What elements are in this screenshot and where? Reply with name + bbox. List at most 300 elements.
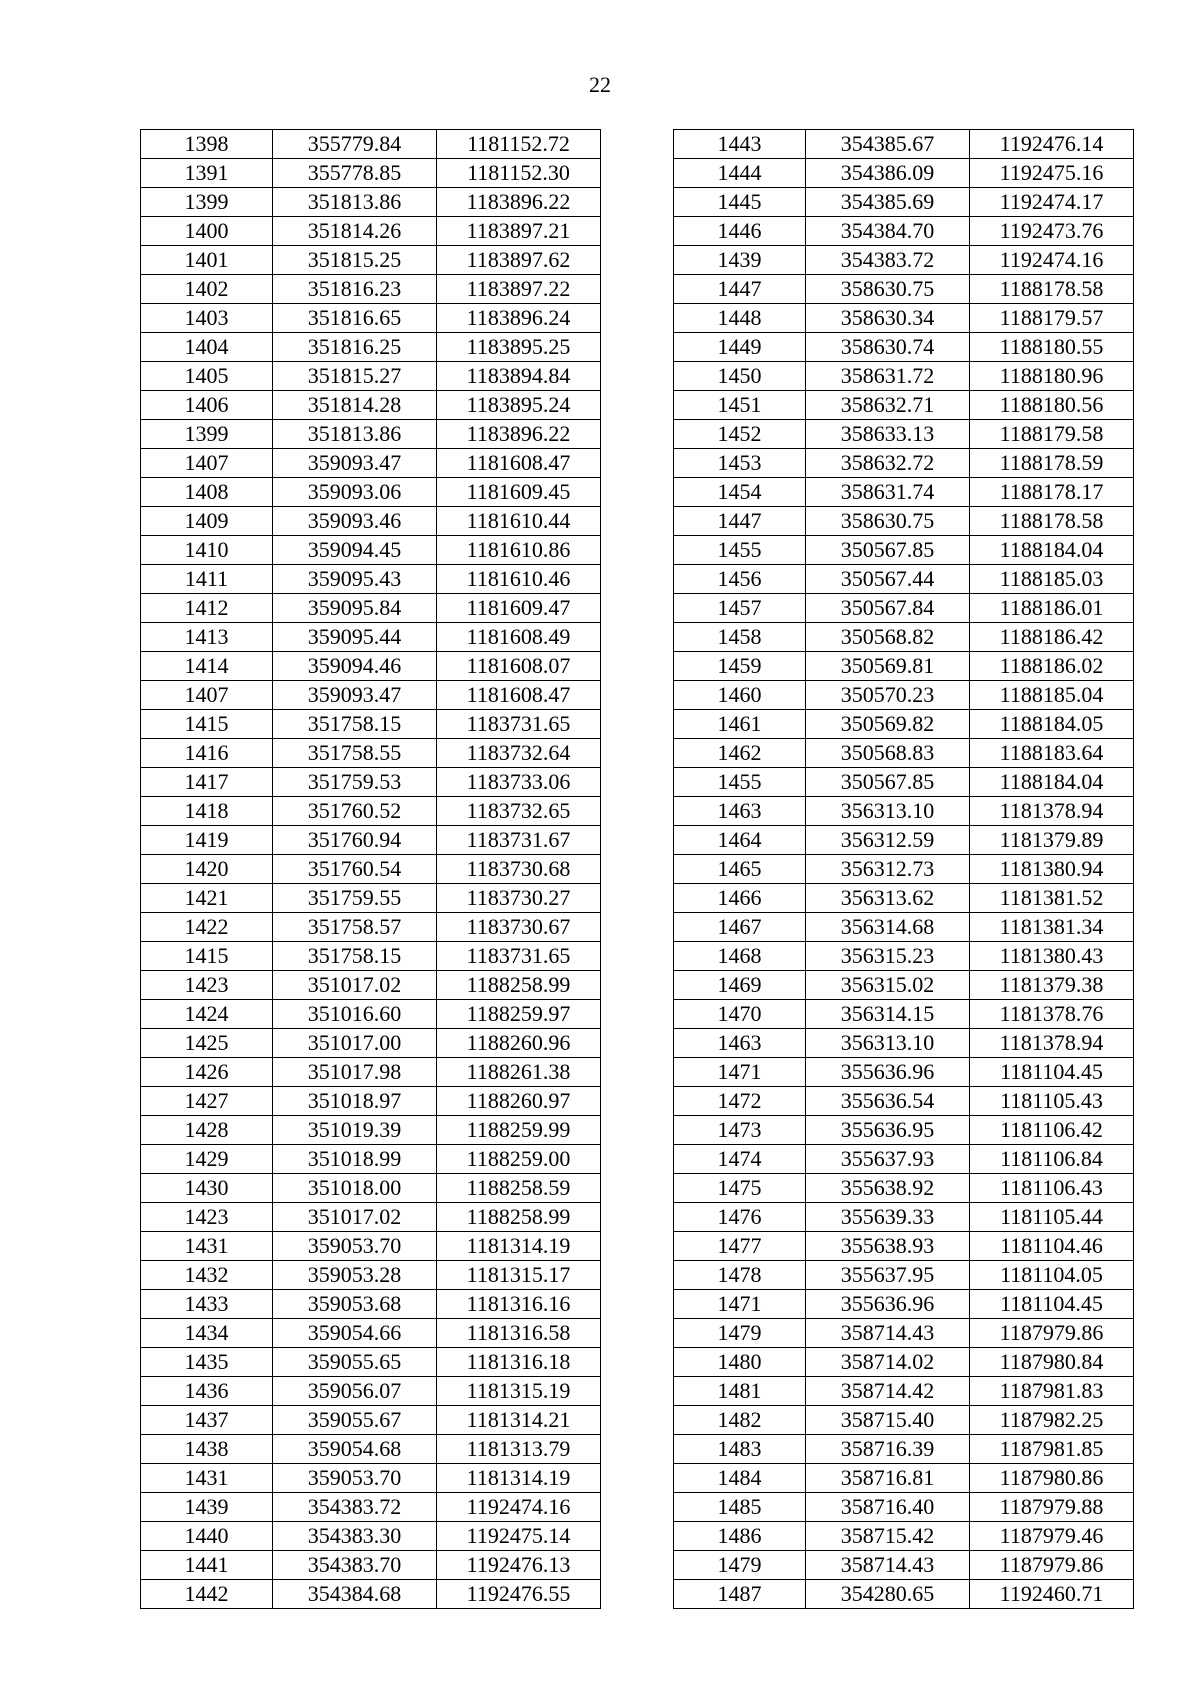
- y-coordinate-cell: 1181106.84: [970, 1145, 1134, 1174]
- point-number-cell: 1404: [141, 333, 273, 362]
- point-number-cell: 1483: [674, 1435, 806, 1464]
- y-coordinate-cell: 1183894.84: [437, 362, 601, 391]
- table-row: [141, 739, 601, 768]
- y-coordinate-cell: 1181378.94: [970, 1029, 1134, 1058]
- point-number-cell: 1436: [141, 1377, 273, 1406]
- y-coordinate-cell: 1183730.27: [437, 884, 601, 913]
- point-number-cell: 1457: [674, 594, 806, 623]
- x-coordinate-cell: 359095.84: [273, 594, 437, 623]
- point-number-cell: 1432: [141, 1261, 273, 1290]
- table-row: [141, 1058, 601, 1087]
- x-coordinate-cell: 359055.65: [273, 1348, 437, 1377]
- x-coordinate-cell: 358714.02: [806, 1348, 970, 1377]
- point-number-cell: 1431: [141, 1232, 273, 1261]
- y-coordinate-cell: 1183897.21: [437, 217, 601, 246]
- point-number-cell: 1450: [674, 362, 806, 391]
- table-row: [141, 1087, 601, 1116]
- point-number-cell: 1449: [674, 333, 806, 362]
- point-number-cell: 1443: [674, 130, 806, 159]
- point-number-cell: 1471: [674, 1058, 806, 1087]
- table-row: [674, 1319, 1134, 1348]
- y-coordinate-cell: 1181381.34: [970, 913, 1134, 942]
- y-coordinate-cell: 1181380.94: [970, 855, 1134, 884]
- x-coordinate-cell: 356315.02: [806, 971, 970, 1000]
- table-row: [141, 217, 601, 246]
- point-number-cell: 1454: [674, 478, 806, 507]
- x-coordinate-cell: 350570.23: [806, 681, 970, 710]
- table-row: [674, 739, 1134, 768]
- point-number-cell: 1472: [674, 1087, 806, 1116]
- y-coordinate-cell: 1187981.83: [970, 1377, 1134, 1406]
- table-row: [141, 333, 601, 362]
- x-coordinate-cell: 359054.66: [273, 1319, 437, 1348]
- x-coordinate-cell: 351813.86: [273, 420, 437, 449]
- point-number-cell: 1451: [674, 391, 806, 420]
- point-number-cell: 1425: [141, 1029, 273, 1058]
- y-coordinate-cell: 1192474.16: [970, 246, 1134, 275]
- point-number-cell: 1426: [141, 1058, 273, 1087]
- point-number-cell: 1413: [141, 623, 273, 652]
- table-row: [674, 1377, 1134, 1406]
- table-row: [674, 449, 1134, 478]
- table-row: [674, 217, 1134, 246]
- table-row: [674, 536, 1134, 565]
- table-row: [141, 1203, 601, 1232]
- x-coordinate-cell: 355639.33: [806, 1203, 970, 1232]
- table-row: [674, 478, 1134, 507]
- table-row: [674, 1232, 1134, 1261]
- y-coordinate-cell: 1187981.85: [970, 1435, 1134, 1464]
- y-coordinate-cell: 1192474.16: [437, 1493, 601, 1522]
- y-coordinate-cell: 1183895.24: [437, 391, 601, 420]
- y-coordinate-cell: 1181610.44: [437, 507, 601, 536]
- point-number-cell: 1484: [674, 1464, 806, 1493]
- table-row: [141, 391, 601, 420]
- x-coordinate-cell: 359053.28: [273, 1261, 437, 1290]
- y-coordinate-cell: 1181609.45: [437, 478, 601, 507]
- x-coordinate-cell: 358714.43: [806, 1319, 970, 1348]
- x-coordinate-cell: 359053.68: [273, 1290, 437, 1319]
- table-row: [141, 304, 601, 333]
- x-coordinate-cell: 356315.23: [806, 942, 970, 971]
- x-coordinate-cell: 351814.26: [273, 217, 437, 246]
- y-coordinate-cell: 1181379.38: [970, 971, 1134, 1000]
- point-number-cell: 1434: [141, 1319, 273, 1348]
- y-coordinate-cell: 1188186.01: [970, 594, 1134, 623]
- y-coordinate-cell: 1183731.65: [437, 710, 601, 739]
- point-number-cell: 1444: [674, 159, 806, 188]
- point-number-cell: 1428: [141, 1116, 273, 1145]
- x-coordinate-cell: 355638.93: [806, 1232, 970, 1261]
- y-coordinate-cell: 1188178.59: [970, 449, 1134, 478]
- y-coordinate-cell: 1188184.05: [970, 710, 1134, 739]
- point-number-cell: 1410: [141, 536, 273, 565]
- x-coordinate-cell: 354383.72: [806, 246, 970, 275]
- y-coordinate-cell: 1181316.18: [437, 1348, 601, 1377]
- x-coordinate-cell: 358631.74: [806, 478, 970, 507]
- point-number-cell: 1415: [141, 942, 273, 971]
- x-coordinate-cell: 351758.57: [273, 913, 437, 942]
- x-coordinate-cell: 355636.96: [806, 1058, 970, 1087]
- y-coordinate-cell: 1181104.45: [970, 1058, 1134, 1087]
- point-number-cell: 1463: [674, 1029, 806, 1058]
- table-row: [674, 652, 1134, 681]
- y-coordinate-cell: 1188259.97: [437, 1000, 601, 1029]
- table-row: [141, 710, 601, 739]
- point-number-cell: 1459: [674, 652, 806, 681]
- point-number-cell: 1448: [674, 304, 806, 333]
- table-row: [141, 1029, 601, 1058]
- point-number-cell: 1391: [141, 159, 273, 188]
- x-coordinate-cell: 351016.60: [273, 1000, 437, 1029]
- x-coordinate-cell: 359093.47: [273, 681, 437, 710]
- table-row: [674, 246, 1134, 275]
- table-row: [674, 1435, 1134, 1464]
- table-row: [141, 159, 601, 188]
- point-number-cell: 1408: [141, 478, 273, 507]
- y-coordinate-cell: 1183733.06: [437, 768, 601, 797]
- table-row: [674, 130, 1134, 159]
- y-coordinate-cell: 1188178.58: [970, 507, 1134, 536]
- point-number-cell: 1474: [674, 1145, 806, 1174]
- table-row: [141, 1261, 601, 1290]
- x-coordinate-cell: 356313.10: [806, 1029, 970, 1058]
- point-number-cell: 1475: [674, 1174, 806, 1203]
- y-coordinate-cell: 1181106.43: [970, 1174, 1134, 1203]
- point-number-cell: 1407: [141, 681, 273, 710]
- point-number-cell: 1470: [674, 1000, 806, 1029]
- point-number-cell: 1399: [141, 420, 273, 449]
- coordinates-table-right: [673, 129, 1134, 1609]
- x-coordinate-cell: 351760.52: [273, 797, 437, 826]
- coordinates-table-left: [140, 129, 601, 1609]
- table-row: [141, 1493, 601, 1522]
- x-coordinate-cell: 355637.93: [806, 1145, 970, 1174]
- table-row: [141, 971, 601, 1000]
- point-number-cell: 1486: [674, 1522, 806, 1551]
- x-coordinate-cell: 354384.70: [806, 217, 970, 246]
- table-row: [141, 420, 601, 449]
- y-coordinate-cell: 1188259.00: [437, 1145, 601, 1174]
- point-number-cell: 1446: [674, 217, 806, 246]
- y-coordinate-cell: 1181610.46: [437, 565, 601, 594]
- x-coordinate-cell: 351758.15: [273, 710, 437, 739]
- x-coordinate-cell: 355636.54: [806, 1087, 970, 1116]
- point-number-cell: 1438: [141, 1435, 273, 1464]
- point-number-cell: 1452: [674, 420, 806, 449]
- x-coordinate-cell: 358630.34: [806, 304, 970, 333]
- point-number-cell: 1447: [674, 275, 806, 304]
- point-number-cell: 1487: [674, 1580, 806, 1609]
- table-row: [674, 1580, 1134, 1609]
- point-number-cell: 1411: [141, 565, 273, 594]
- point-number-cell: 1420: [141, 855, 273, 884]
- table-row: [674, 333, 1134, 362]
- x-coordinate-cell: 350569.82: [806, 710, 970, 739]
- y-coordinate-cell: 1192474.17: [970, 188, 1134, 217]
- point-number-cell: 1464: [674, 826, 806, 855]
- table-row: [141, 797, 601, 826]
- table-row: [141, 1348, 601, 1377]
- table-row: [674, 1522, 1134, 1551]
- y-coordinate-cell: 1187980.86: [970, 1464, 1134, 1493]
- point-number-cell: 1480: [674, 1348, 806, 1377]
- y-coordinate-cell: 1183732.64: [437, 739, 601, 768]
- table-row: [674, 1348, 1134, 1377]
- table-row: [674, 159, 1134, 188]
- point-number-cell: 1422: [141, 913, 273, 942]
- x-coordinate-cell: 354385.67: [806, 130, 970, 159]
- y-coordinate-cell: 1181608.07: [437, 652, 601, 681]
- x-coordinate-cell: 351017.02: [273, 971, 437, 1000]
- y-coordinate-cell: 1192475.14: [437, 1522, 601, 1551]
- table-row: [674, 942, 1134, 971]
- table-row: [674, 1406, 1134, 1435]
- table-row: [674, 1464, 1134, 1493]
- point-number-cell: 1423: [141, 971, 273, 1000]
- point-number-cell: 1461: [674, 710, 806, 739]
- table-row: [141, 130, 601, 159]
- y-coordinate-cell: 1188180.55: [970, 333, 1134, 362]
- x-coordinate-cell: 350567.85: [806, 768, 970, 797]
- y-coordinate-cell: 1188258.99: [437, 1203, 601, 1232]
- x-coordinate-cell: 354280.65: [806, 1580, 970, 1609]
- x-coordinate-cell: 351759.55: [273, 884, 437, 913]
- x-coordinate-cell: 351018.00: [273, 1174, 437, 1203]
- x-coordinate-cell: 354383.72: [273, 1493, 437, 1522]
- point-number-cell: 1398: [141, 130, 273, 159]
- x-coordinate-cell: 350567.44: [806, 565, 970, 594]
- table-row: [674, 304, 1134, 333]
- table-row: [674, 507, 1134, 536]
- x-coordinate-cell: 359094.46: [273, 652, 437, 681]
- point-number-cell: 1402: [141, 275, 273, 304]
- y-coordinate-cell: 1188260.96: [437, 1029, 601, 1058]
- table-row: [141, 1116, 601, 1145]
- x-coordinate-cell: 351017.98: [273, 1058, 437, 1087]
- y-coordinate-cell: 1183731.67: [437, 826, 601, 855]
- point-number-cell: 1405: [141, 362, 273, 391]
- y-coordinate-cell: 1183895.25: [437, 333, 601, 362]
- y-coordinate-cell: 1181608.47: [437, 681, 601, 710]
- y-coordinate-cell: 1192475.16: [970, 159, 1134, 188]
- y-coordinate-cell: 1181104.05: [970, 1261, 1134, 1290]
- y-coordinate-cell: 1183896.22: [437, 188, 601, 217]
- x-coordinate-cell: 358630.75: [806, 507, 970, 536]
- y-coordinate-cell: 1181380.43: [970, 942, 1134, 971]
- point-number-cell: 1455: [674, 536, 806, 565]
- x-coordinate-cell: 350568.83: [806, 739, 970, 768]
- x-coordinate-cell: 355778.85: [273, 159, 437, 188]
- table-row: [141, 188, 601, 217]
- x-coordinate-cell: 358630.74: [806, 333, 970, 362]
- point-number-cell: 1442: [141, 1580, 273, 1609]
- y-coordinate-cell: 1181106.42: [970, 1116, 1134, 1145]
- point-number-cell: 1427: [141, 1087, 273, 1116]
- table-row: [674, 1290, 1134, 1319]
- table-row: [141, 768, 601, 797]
- point-number-cell: 1399: [141, 188, 273, 217]
- x-coordinate-cell: 350569.81: [806, 652, 970, 681]
- y-coordinate-cell: 1188184.04: [970, 768, 1134, 797]
- x-coordinate-cell: 359053.70: [273, 1232, 437, 1261]
- point-number-cell: 1440: [141, 1522, 273, 1551]
- y-coordinate-cell: 1181316.16: [437, 1290, 601, 1319]
- table-row: [674, 1203, 1134, 1232]
- point-number-cell: 1453: [674, 449, 806, 478]
- y-coordinate-cell: 1183732.65: [437, 797, 601, 826]
- y-coordinate-cell: 1188258.59: [437, 1174, 601, 1203]
- y-coordinate-cell: 1183730.68: [437, 855, 601, 884]
- x-coordinate-cell: 351760.54: [273, 855, 437, 884]
- y-coordinate-cell: 1192460.71: [970, 1580, 1134, 1609]
- x-coordinate-cell: 351760.94: [273, 826, 437, 855]
- point-number-cell: 1406: [141, 391, 273, 420]
- table-row: [141, 1464, 601, 1493]
- x-coordinate-cell: 351018.99: [273, 1145, 437, 1174]
- table-row: [674, 188, 1134, 217]
- x-coordinate-cell: 356312.73: [806, 855, 970, 884]
- y-coordinate-cell: 1188186.02: [970, 652, 1134, 681]
- x-coordinate-cell: 355779.84: [273, 130, 437, 159]
- y-coordinate-cell: 1181105.44: [970, 1203, 1134, 1232]
- table-row: [141, 1174, 601, 1203]
- point-number-cell: 1455: [674, 768, 806, 797]
- table-row: [141, 1319, 601, 1348]
- point-number-cell: 1437: [141, 1406, 273, 1435]
- point-number-cell: 1416: [141, 739, 273, 768]
- point-number-cell: 1465: [674, 855, 806, 884]
- y-coordinate-cell: 1188179.58: [970, 420, 1134, 449]
- table-row: [674, 594, 1134, 623]
- x-coordinate-cell: 359055.67: [273, 1406, 437, 1435]
- x-coordinate-cell: 358714.42: [806, 1377, 970, 1406]
- x-coordinate-cell: 358633.13: [806, 420, 970, 449]
- point-number-cell: 1400: [141, 217, 273, 246]
- table-row: [141, 536, 601, 565]
- y-coordinate-cell: 1187982.25: [970, 1406, 1134, 1435]
- x-coordinate-cell: 351816.65: [273, 304, 437, 333]
- y-coordinate-cell: 1187980.84: [970, 1348, 1134, 1377]
- x-coordinate-cell: 358716.81: [806, 1464, 970, 1493]
- x-coordinate-cell: 350568.82: [806, 623, 970, 652]
- y-coordinate-cell: 1181152.30: [437, 159, 601, 188]
- point-number-cell: 1463: [674, 797, 806, 826]
- point-number-cell: 1407: [141, 449, 273, 478]
- table-row: [141, 1522, 601, 1551]
- table-row: [141, 362, 601, 391]
- y-coordinate-cell: 1192476.13: [437, 1551, 601, 1580]
- y-coordinate-cell: 1183897.62: [437, 246, 601, 275]
- point-number-cell: 1439: [141, 1493, 273, 1522]
- table-row: [674, 391, 1134, 420]
- table-row: [674, 797, 1134, 826]
- table-row: [141, 652, 601, 681]
- y-coordinate-cell: 1181314.19: [437, 1464, 601, 1493]
- x-coordinate-cell: 359095.44: [273, 623, 437, 652]
- y-coordinate-cell: 1181381.52: [970, 884, 1134, 913]
- y-coordinate-cell: 1188180.56: [970, 391, 1134, 420]
- y-coordinate-cell: 1187979.86: [970, 1319, 1134, 1348]
- y-coordinate-cell: 1181314.19: [437, 1232, 601, 1261]
- table-row: [141, 1580, 601, 1609]
- y-coordinate-cell: 1181378.76: [970, 1000, 1134, 1029]
- coordinates-table-left-body: [141, 130, 601, 1609]
- x-coordinate-cell: 358632.71: [806, 391, 970, 420]
- point-number-cell: 1439: [674, 246, 806, 275]
- table-row: [141, 1000, 601, 1029]
- y-coordinate-cell: 1187979.88: [970, 1493, 1134, 1522]
- table-row: [141, 1377, 601, 1406]
- x-coordinate-cell: 359094.45: [273, 536, 437, 565]
- x-coordinate-cell: 351815.25: [273, 246, 437, 275]
- x-coordinate-cell: 355636.95: [806, 1116, 970, 1145]
- x-coordinate-cell: 350567.85: [806, 536, 970, 565]
- y-coordinate-cell: 1181379.89: [970, 826, 1134, 855]
- table-row: [674, 565, 1134, 594]
- table-row: [674, 913, 1134, 942]
- table-row: [141, 594, 601, 623]
- point-number-cell: 1460: [674, 681, 806, 710]
- y-coordinate-cell: 1181152.72: [437, 130, 601, 159]
- y-coordinate-cell: 1181315.17: [437, 1261, 601, 1290]
- point-number-cell: 1469: [674, 971, 806, 1000]
- x-coordinate-cell: 351816.23: [273, 275, 437, 304]
- point-number-cell: 1462: [674, 739, 806, 768]
- point-number-cell: 1445: [674, 188, 806, 217]
- x-coordinate-cell: 354384.68: [273, 1580, 437, 1609]
- point-number-cell: 1430: [141, 1174, 273, 1203]
- point-number-cell: 1441: [141, 1551, 273, 1580]
- y-coordinate-cell: 1188180.96: [970, 362, 1134, 391]
- table-row: [674, 1087, 1134, 1116]
- x-coordinate-cell: 356312.59: [806, 826, 970, 855]
- x-coordinate-cell: 351018.97: [273, 1087, 437, 1116]
- table-row: [141, 1406, 601, 1435]
- table-row: [674, 623, 1134, 652]
- x-coordinate-cell: 359093.06: [273, 478, 437, 507]
- table-row: [141, 1435, 601, 1464]
- point-number-cell: 1414: [141, 652, 273, 681]
- table-row: [141, 942, 601, 971]
- x-coordinate-cell: 351759.53: [273, 768, 437, 797]
- table-row: [141, 449, 601, 478]
- y-coordinate-cell: 1181316.58: [437, 1319, 601, 1348]
- x-coordinate-cell: 354383.30: [273, 1522, 437, 1551]
- table-row: [674, 1174, 1134, 1203]
- point-number-cell: 1403: [141, 304, 273, 333]
- x-coordinate-cell: 358630.75: [806, 275, 970, 304]
- y-coordinate-cell: 1188184.04: [970, 536, 1134, 565]
- y-coordinate-cell: 1188185.03: [970, 565, 1134, 594]
- x-coordinate-cell: 358632.72: [806, 449, 970, 478]
- y-coordinate-cell: 1181608.47: [437, 449, 601, 478]
- x-coordinate-cell: 354385.69: [806, 188, 970, 217]
- coordinates-table-right-body: [674, 130, 1134, 1609]
- x-coordinate-cell: 359053.70: [273, 1464, 437, 1493]
- point-number-cell: 1478: [674, 1261, 806, 1290]
- x-coordinate-cell: 354386.09: [806, 159, 970, 188]
- point-number-cell: 1435: [141, 1348, 273, 1377]
- point-number-cell: 1433: [141, 1290, 273, 1319]
- y-coordinate-cell: 1188179.57: [970, 304, 1134, 333]
- point-number-cell: 1482: [674, 1406, 806, 1435]
- point-number-cell: 1466: [674, 884, 806, 913]
- point-number-cell: 1431: [141, 1464, 273, 1493]
- y-coordinate-cell: 1181378.94: [970, 797, 1134, 826]
- y-coordinate-cell: 1187979.46: [970, 1522, 1134, 1551]
- table-row: [141, 1551, 601, 1580]
